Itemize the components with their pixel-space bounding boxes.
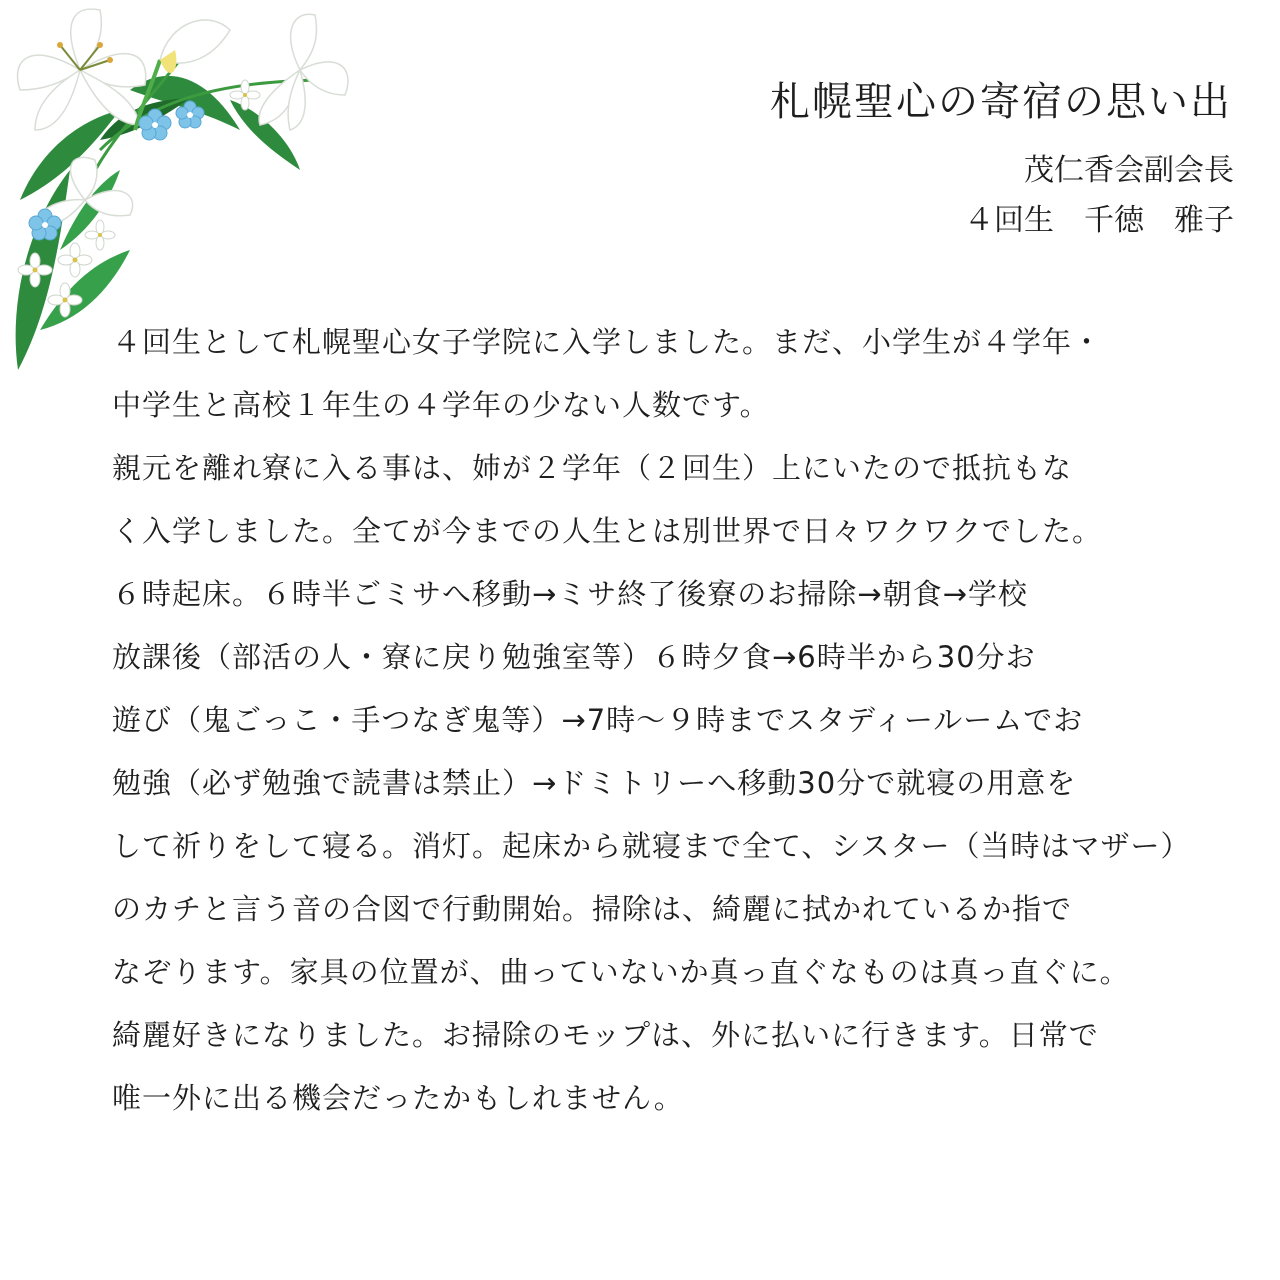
body-line: 綺麗好きになりました。お掃除のモップは、外に払いに行きます。日常で [112,1018,1099,1052]
body-line: 遊び（鬼ごっこ・手つなぎ鬼等）→7時～９時までスタディールームでお [112,703,1084,737]
body-line: 勉強（必ず勉強で読書は禁止）→ドミトリーへ移動30分で就寝の用意を [112,766,1077,800]
body-line: ６時起床。６時半ごミサへ移動→ミサ終了後寮のお掃除→朝食→学校 [112,577,1028,611]
body-line: ４回生として札幌聖心女子学院に入学しました。まだ、小学生が４学年・ [112,325,1103,359]
page-title: 札幌聖心の寄宿の思い出 [770,79,1232,125]
author-role: 茂仁香会副会長 [1024,153,1234,188]
body-line: 親元を離れ寮に入る事は、姉が２学年（２回生）上にいたので抵抗もな [112,451,1073,485]
body-line: なぞります。家具の位置が、曲っていないか真っ直ぐなものは真っ直ぐに。 [112,955,1130,989]
body-line: 唯一外に出る機会だったかもしれません。 [112,1081,684,1115]
author-block [964,146,1234,246]
body-line: 中学生と高校１年生の４学年の少ない人数です。 [112,388,770,422]
body-text [112,311,1252,1130]
body-line: く入学しました。全てが今までの人生とは別世界で日々ワクワクでした。 [112,514,1103,548]
body-line: のカチと言う音の合図で行動開始。掃除は、綺麗に拭かれているか指で [112,892,1073,926]
author-name: ４回生 千徳 雅子 [964,203,1234,238]
body-line: 放課後（部活の人・寮に戻り勉強室等）６時夕食→6時半から30分お [112,640,1036,674]
body-line: して祈りをして寝る。消灯。起床から就寝まで全て、シスター（当時はマザー） [112,829,1191,863]
